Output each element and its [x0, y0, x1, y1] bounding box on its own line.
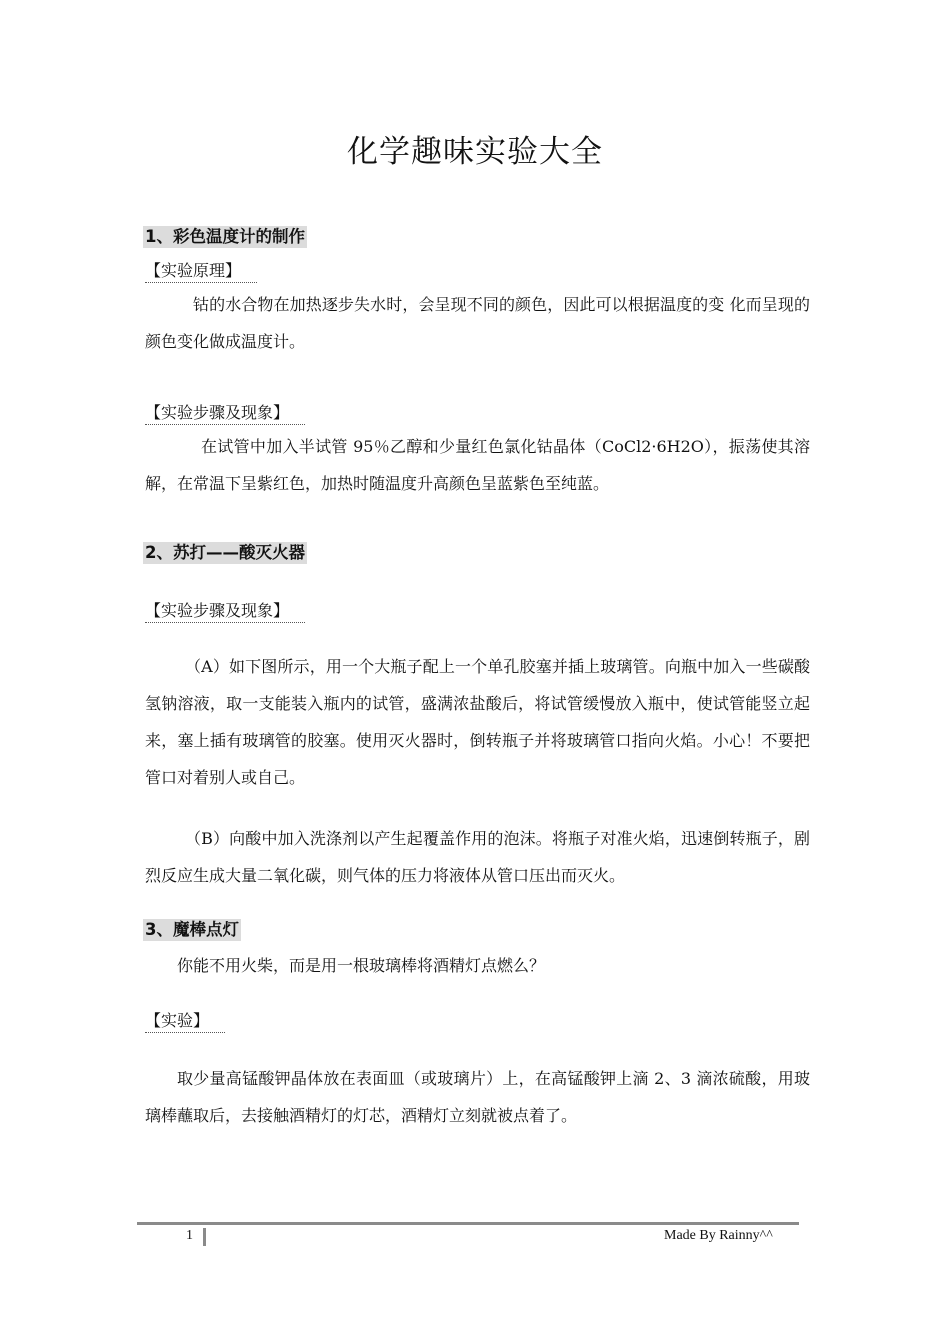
section-3-heading: 3、魔棒点灯 [145, 920, 239, 939]
section-3-experiment-label: 【实验】 [145, 1010, 225, 1033]
section-1-principle-label: 【实验原理】 [145, 260, 257, 283]
footer-rule [137, 1222, 799, 1225]
section-1-principle-text: 钴的水合物在加热逐步失水时，会呈现不同的颜色，因此可以根据温度的变 化而呈现的颜色变化做成温度计。 [145, 295, 810, 351]
footer-separator [203, 1228, 206, 1246]
section-3-intro: 你能不用火柴，而是用一根玻璃棒将酒精灯点燃么？ [177, 956, 546, 975]
section-1-steps-label: 【实验步骤及现象】 [145, 402, 305, 425]
footer-credit: Made By Rainny^^ [664, 1228, 773, 1243]
section-3-experiment-text: 取少量高锰酸钾晶体放在表面皿（或玻璃片）上，在高锰酸钾上滴 2、3 滴浓硫酸，用玻璃棒蘸取后，去接触酒精灯的灯芯，酒精灯立刻就被点着了。 [145, 1069, 810, 1125]
section-2-steps-label: 【实验步骤及现象】 [145, 600, 305, 623]
section-2-paragraph-b: （B）向酸中加入洗涤剂以产生起覆盖作用的泡沫。将瓶子对准火焰，迅速倒转瓶子，剧烈反应生成大量二氧化碳，则气体的压力将液体从管口压出而灭火。 [145, 829, 810, 885]
section-1-steps-text: 在试管中加入半试管 95％乙醇和少量红色氯化钴晶体（CoCl2·6H2O），振荡使其溶解，在常温下呈紫红色，加热时随温度升高颜色呈蓝紫色至纯蓝。 [145, 437, 810, 493]
section-2-heading: 2、苏打——酸灭火器 [145, 543, 305, 562]
section-2-paragraph-a: （A）如下图所示，用一个大瓶子配上一个单孔胶塞并插上玻璃管。向瓶中加入一些碳酸氢钠溶液，取一支能装入瓶内的试管，盛满浓盐酸后，将试管缓慢放入瓶中，使试管能竖立起来，塞上插有玻璃管的胶塞。使用灭火器时，倒转瓶子并将玻璃管口指向火焰。小心！不要把管口对着别人或自己。 [145, 657, 810, 787]
section-1-heading: 1、彩色温度计的制作 [145, 227, 305, 246]
document-title: 化学趣味实验大全 [347, 134, 603, 170]
page-number: 1 [186, 1228, 193, 1243]
